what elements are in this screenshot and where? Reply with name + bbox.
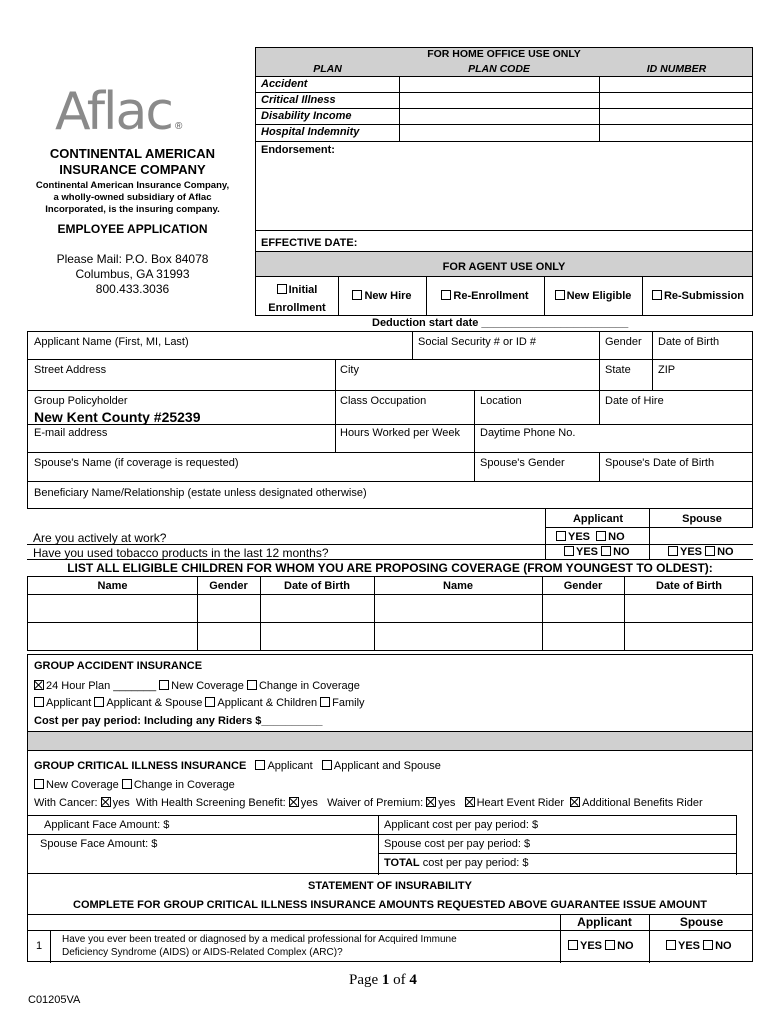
questions-header: Applicant Spouse: [545, 508, 753, 528]
endorsement-box: Endorsement:: [255, 141, 753, 231]
critical-illness-section: [27, 750, 753, 874]
checkbox-icon: [556, 531, 566, 541]
zip-field[interactable]: ZIP: [658, 364, 676, 376]
checkbox-icon: [441, 290, 451, 300]
new-eligible-checkbox[interactable]: New Eligible: [544, 290, 642, 302]
new-hire-checkbox[interactable]: New Hire: [338, 290, 426, 302]
insurability-spouse-answer[interactable]: YES NO: [666, 940, 732, 952]
checkbox-icon[interactable]: [34, 697, 44, 707]
gender-field[interactable]: Gender: [605, 336, 642, 348]
agent-options: [255, 276, 753, 316]
checkbox-icon: [601, 546, 611, 556]
insurability-section: STATEMENT OF INSURABILITY COMPLETE FOR GROUP CRITICAL ILLNESS INSURANCE AMOUNTS REQUESTED ABOVE GUARANTEE ISSUE AMOUNT Applicant Spouse 1 Have you ever been treated or diagnosed by a medical professional for Acquired Immune Deficiency Syndrome (AIDS) or AIDS-Related Complex (ARC)? YES NO YES NO: [27, 873, 753, 962]
checked-box-icon[interactable]: [570, 797, 580, 807]
insurability-applicant-answer[interactable]: YES NO: [568, 940, 634, 952]
effective-date-box: EFFECTIVE DATE:: [255, 230, 753, 252]
checkbox-icon[interactable]: [255, 760, 265, 770]
accident-cost[interactable]: Cost per pay period: Including any Riders $__________: [34, 715, 323, 727]
initial-enrollment-checkbox[interactable]: Initial Enrollment: [268, 284, 326, 314]
logo-text: Aflac: [55, 82, 172, 142]
spouse-gender-field[interactable]: Spouse's Gender: [480, 457, 565, 469]
applicant-cost[interactable]: Applicant cost per pay period: $: [384, 819, 539, 831]
city-field[interactable]: City: [340, 364, 359, 376]
critical-title-row: GROUP CRITICAL ILLNESS INSURANCE Applicant Applicant and Spouse: [34, 760, 441, 772]
beneficiary-field[interactable]: Beneficiary Name/Relationship (estate unless designated otherwise): [34, 487, 367, 499]
checkbox-icon: [277, 284, 287, 294]
class-occupation-field[interactable]: Class Occupation: [340, 395, 427, 407]
group-policyholder-label: Group Policyholder: [34, 395, 128, 407]
aflac-logo: [55, 82, 215, 142]
email-field[interactable]: E-mail address: [34, 427, 108, 439]
plan-accident: Accident: [261, 78, 308, 90]
checkbox-icon: [705, 546, 715, 556]
critical-coverage-row: New Coverage Change in Coverage: [34, 779, 235, 791]
checkbox-icon: [605, 940, 615, 950]
daytime-phone-field[interactable]: Daytime Phone No.: [480, 427, 576, 439]
state-field[interactable]: State: [605, 364, 631, 376]
checkbox-icon[interactable]: [247, 680, 257, 690]
checkbox-icon: [564, 546, 574, 556]
accident-tier-row: Applicant Applicant & Spouse Applicant & Children Family: [34, 697, 365, 709]
ssn-field[interactable]: Social Security # or ID #: [418, 336, 536, 348]
checkbox-icon[interactable]: [159, 680, 169, 690]
location-field[interactable]: Location: [480, 395, 522, 407]
company-name: CONTINENTAL AMERICAN INSURANCE COMPANY: [49, 146, 216, 177]
gray-divider: [27, 731, 753, 751]
checked-box-icon[interactable]: [101, 797, 111, 807]
spouse-face-amount[interactable]: Spouse Face Amount: $: [40, 838, 158, 850]
re-enrollment-checkbox[interactable]: Re-Enrollment: [426, 290, 544, 302]
date-of-hire-field[interactable]: Date of Hire: [605, 395, 664, 407]
checkbox-icon[interactable]: [94, 697, 104, 707]
re-submission-checkbox[interactable]: Re-Submission: [642, 290, 754, 302]
insurability-question-1: Have you ever been treated or diagnosed by a medical professional for Acquired Immune Deficiency Syndrome (AIDS) or AIDS-Related Complex (ARC)?: [62, 934, 457, 958]
registered-mark: ®: [175, 121, 183, 132]
applicant-face-amount[interactable]: Applicant Face Amount: $: [44, 819, 170, 831]
form-code: C01205VA: [28, 994, 81, 1006]
checkbox-icon: [666, 940, 676, 950]
tobacco-spouse-answer[interactable]: YES NO: [668, 546, 734, 558]
checkbox-icon[interactable]: [34, 779, 44, 789]
checked-box-icon[interactable]: [34, 680, 44, 690]
application-title: EMPLOYEE APPLICATION: [57, 222, 208, 236]
checked-box-icon[interactable]: [465, 797, 475, 807]
checkbox-icon[interactable]: [322, 760, 332, 770]
group-policyholder-value[interactable]: New Kent County #25239: [34, 409, 201, 425]
page-number: Page 1 of 4: [349, 972, 417, 988]
street-field[interactable]: Street Address: [34, 364, 107, 376]
checkbox-icon: [568, 940, 578, 950]
children-title: LIST ALL ELIGIBLE CHILDREN FOR WHOM YOU ARE PROPOSING COVERAGE (FROM YOUNGEST TO OLDEST):: [67, 561, 713, 575]
plan-hospital-indemnity: Hospital Indemnity: [261, 126, 360, 138]
checkbox-icon: [555, 290, 565, 300]
critical-riders-row: With Cancer: yes With Health Screening Benefit: yes Waiver of Premium: yes Heart Event Rider Additional Benefits Rider: [34, 797, 703, 809]
children-table: Name Gender Date of Birth Name Gender Date of Birth: [27, 576, 753, 651]
checkbox-icon: [703, 940, 713, 950]
mailing-address: Please Mail: P.O. Box 84078 Columbus, GA 31993 800.433.3036: [56, 252, 209, 296]
deduction-start-date[interactable]: Deduction start date ________________________: [372, 317, 629, 329]
tobacco-applicant-answer[interactable]: YES NO: [564, 546, 630, 558]
hours-field[interactable]: Hours Worked per Week: [340, 427, 461, 439]
checkbox-icon: [668, 546, 678, 556]
total-cost[interactable]: TOTAL cost per pay period: $: [384, 857, 529, 869]
plan-disability-income: Disability Income: [261, 110, 352, 122]
applicant-name-field[interactable]: Applicant Name (First, MI, Last): [34, 336, 189, 348]
applicant-info-grid: [27, 331, 753, 509]
plan-critical-illness: Critical Illness: [261, 94, 336, 106]
checked-box-icon[interactable]: [426, 797, 436, 807]
spouse-name-field[interactable]: Spouse's Name (if coverage is requested): [34, 457, 239, 469]
home-office-header: FOR HOME OFFICE USE ONLY PLAN PLAN CODE ID NUMBER: [255, 47, 753, 77]
checkbox-icon[interactable]: [205, 697, 215, 707]
question-active-at-work: Are you actively at work?: [33, 531, 167, 545]
checkbox-icon[interactable]: [122, 779, 132, 789]
question-tobacco: Have you used tobacco products in the last 12 months?: [33, 546, 329, 560]
active-at-work-answer[interactable]: YES NO: [556, 531, 625, 543]
accident-coverage-row: 24 Hour Plan _______ New Coverage Change in Coverage: [34, 680, 360, 692]
checked-box-icon[interactable]: [289, 797, 299, 807]
checkbox-icon: [596, 531, 606, 541]
accident-section: GROUP ACCIDENT INSURANCE 24 Hour Plan _______ New Coverage Change in Coverage Applicant Applicant & Spouse Applicant & Children Family Cost per pay period: Including any Riders $__________: [27, 654, 753, 732]
checkbox-icon: [352, 290, 362, 300]
agent-header: FOR AGENT USE ONLY: [255, 251, 753, 277]
dob-field[interactable]: Date of Birth: [658, 336, 720, 348]
home-office-table: [255, 76, 753, 142]
spouse-cost[interactable]: Spouse cost per pay period: $: [384, 838, 531, 850]
company-subtext: Continental American Insurance Company, a wholly-owned subsidiary of Aflac Incorporated, is the insuring company.: [35, 180, 230, 215]
spouse-dob-field[interactable]: Spouse's Date of Birth: [605, 457, 715, 469]
checkbox-icon: [652, 290, 662, 300]
checkbox-icon[interactable]: [320, 697, 330, 707]
